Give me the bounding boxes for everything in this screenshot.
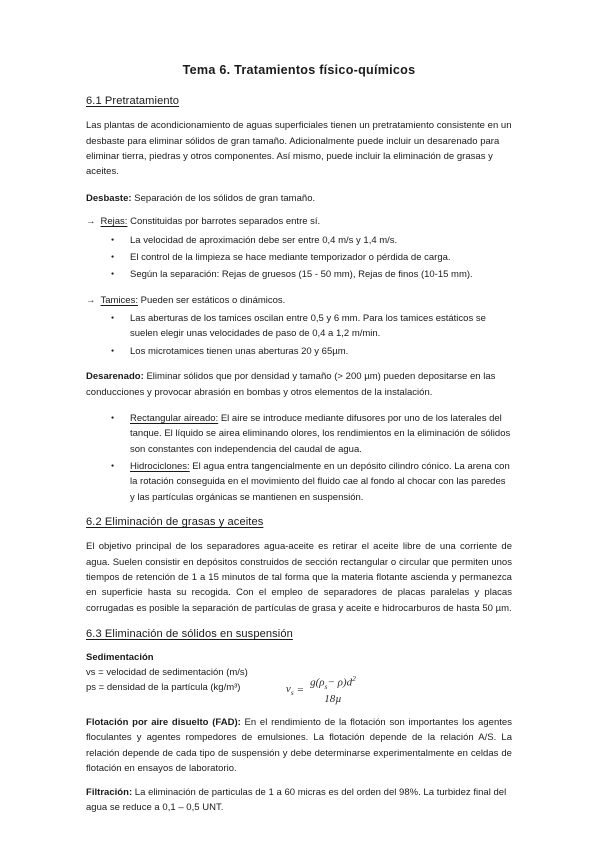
list-item: ● El control de la limpieza se hace mediante temporizador o pérdida de carga. — [86, 250, 512, 265]
filtracion-text: La eliminación de particulas de 1 a 60 micras es del orden del 98%. La turbidez final del agua se reduce a 0,1 – 0,5 UNT. — [86, 786, 507, 813]
list-item: ● La velocidad de aproximación debe ser entre 0,4 m/s y 1,4 m/s. — [86, 233, 512, 248]
hidrociclones-text: El agua entra tangencialmente en un depósito cilindro cónico. La arena con la rotación conseguida en el movimiento del fluido cae al fondo al chocar con las paredes y las partículas orgánicas se mantienen en suspensión. — [130, 461, 510, 503]
hidrociclones-label: Hidrociclones: — [130, 461, 190, 473]
tamices-text: Pueden ser estáticos o dinámicos. — [137, 294, 286, 306]
desbaste-text: Separación de los sólidos de gran tamaño. — [131, 192, 316, 204]
sedimentation-variables-and-formula — [86, 666, 512, 705]
variable-definitions — [86, 666, 248, 695]
rejas-label: Rejas: — [100, 216, 128, 228]
paragraph-grasas-aceites: El objetivo principal de los separadores agua-aceite es retirar el aceite libre de una corriente de agua. Suelen consistir en depósitos construidos de sección rectangular o circular que permiten unos tiempos de retención de 1 a 15 minutos de tal forma que la materia flotante ascienda y permanezca en superficie hasta su recogida. Con el empleo de separadores de placas paralelas y placas corrugadas es posible la separación de partículas de grasa y aceite e hidrocarburos de hasta 50 µm. — [86, 541, 512, 614]
formula-lhs: $v_s$ — [285, 682, 294, 697]
formula-numerator: $g(\rho_s- \rho)d^2$ — [310, 674, 356, 692]
paragraph-desbaste — [86, 191, 512, 206]
list-item — [86, 459, 512, 505]
bullet-list-rejas — [86, 233, 512, 283]
stokes-law-formula — [286, 674, 359, 705]
formula-denominator: 18µ — [324, 693, 342, 706]
tamices-label: Tamices: — [100, 294, 138, 306]
paragraph-filtracion — [86, 785, 512, 816]
rejas-text: Constituidas por barrotes separados entre sí. — [127, 216, 321, 228]
section-heading-6-1: 6.1 Pretratamiento — [86, 95, 180, 108]
page-title: Tema 6. Tratamientos físico-químicos — [182, 63, 416, 77]
section-heading-6-3: 6.3 Eliminación de sólidos en suspensión — [86, 628, 293, 641]
arrow-right-icon: → — [86, 294, 96, 306]
subheading-sedimentacion: Sedimentación — [86, 652, 154, 664]
desbaste-label: Desbaste: — [86, 192, 132, 204]
flotacion-label: Flotación por aire disuelto (FAD): — [86, 717, 241, 729]
paragraph-pretratamiento-intro: Las plantas de acondicionamiento de aguas superficiales tienen un pretratamiento consistente en un desbaste para eliminar sólidos de gran tamaño. Adicionalmente puede incluir un desarenado para eliminar tierra, piedras y otros componentes. Así mismo, puede incluir la eliminación de grasas y aceites. — [86, 120, 512, 178]
variable-ps: ps = densidad de la partícula (kg/m³) — [86, 681, 241, 693]
filtracion-label: Filtración: — [86, 786, 133, 798]
variable-vs: vs = velocidad de sedimentación (m/s) — [86, 667, 248, 679]
paragraph-flotacion-fad — [86, 715, 512, 777]
desarenado-text: Eliminar sólidos que por densidad y tamaño (> 200 µm) pueden depositarse en las conducciones y provocar abrasión en bombas y otros elementos de la instalación. — [86, 371, 496, 398]
list-item: ● Las aberturas de los tamices oscilan entre 0,5 y 6 mm. Para los tamices estáticos se suelen elegir unas velocidades de paso de 0,4 a 1,2 m/min. — [86, 311, 512, 342]
list-item — [86, 411, 512, 457]
formula-fraction — [307, 674, 359, 705]
rectangular-aireado-text: El aire se introduce mediante difusores por uno de los laterales del tanque. El líquido se airea eliminando olores, los rendimientos en la eliminación de sólidos son constantes con independencia del caudal de agua. — [130, 412, 511, 455]
list-item: ● Según la separación: Rejas de gruesos (15 - 50 mm), Rejas de finos (10-15 mm). — [86, 267, 512, 282]
tamices-line — [101, 293, 286, 308]
flotacion-text: En el rendimiento de la flotación son importantes los agentes floculantes y agentes rompedores de emulsiones. La flotación depende de la relación A/S. La relación depende de cada tipo de suspensión y debe determinarse experimentalmente en celdas de flotación en ensayos de laboratorio. — [86, 717, 512, 775]
rejas-line — [101, 214, 321, 229]
rectangular-aireado-label: Rectangular aireado: — [130, 412, 219, 424]
section-heading-6-2: 6.2 Eliminación de grasas y aceites — [86, 516, 264, 529]
paragraph-desarenado — [86, 369, 512, 400]
list-item-tamices — [86, 293, 512, 308]
arrow-right-icon: → — [86, 216, 96, 228]
list-item-rejas — [86, 214, 512, 229]
bullet-list-tamices — [86, 311, 512, 359]
list-item: ● Los microtamices tienen unas aberturas 20 y 65µm. — [86, 344, 512, 359]
bullet-list-desarenado — [86, 411, 512, 505]
desarenado-label: Desarenado: — [86, 371, 144, 383]
formula-equals: = — [296, 683, 305, 696]
